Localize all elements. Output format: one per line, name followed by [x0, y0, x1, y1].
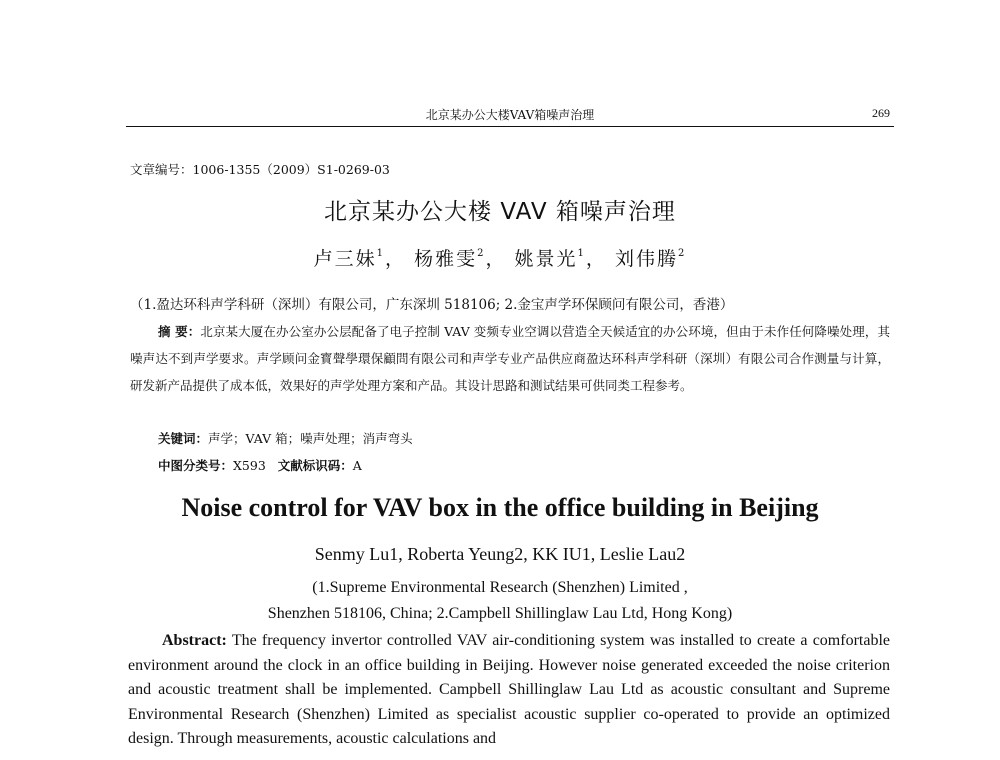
keywords-label: 关键词： [158, 431, 209, 446]
chinese-authors [0, 244, 1000, 271]
chinese-abstract-text: 北京某大厦在办公室办公层配备了电子控制 VAV 变频专业空调以营造全天候适宜的办公环境，但由于未作任何降噪处理，其噪声达不到声学要求。声学顾问金寳聲學環保顧問有限公司和声学专业产品供应商盈达环科声学科研（深圳）有限公司合作测量与计算，研发新产品提供了成本低，效果好的声学处理方案和产品。其设计思路和测试结果可供同类工程参考。 [130, 324, 891, 393]
author-affiliation-mark: 1 [577, 248, 586, 259]
keywords-text: 声学；VAV 箱；噪声处理；消声弯头 [208, 431, 413, 446]
english-abstract [128, 629, 890, 752]
document-code-value: A [352, 458, 362, 473]
running-header [126, 104, 894, 127]
author-separator: ， [385, 248, 407, 270]
article-number-label: 文章编号： [130, 162, 193, 177]
chinese-affiliation: （1.盈达环科声学科研（深圳）有限公司，广东深圳 518106; 2.金宝声学环保顾问有限公司，香港） [130, 297, 734, 313]
author-name: 姚景光 [514, 248, 578, 270]
author-separator: ， [485, 248, 507, 270]
author-name: 杨雅雯 [414, 248, 478, 270]
chinese-abstract [130, 318, 890, 399]
english-title: Noise control for VAV box in the office building in Beijing [181, 493, 819, 522]
english-affiliation-line-2: Shenzhen 518106, China; 2.Campbell Shillinglaw Lau Ltd, Hong Kong) [267, 605, 733, 622]
author-name: 卢三妹 [313, 248, 377, 270]
classification-line [158, 456, 362, 474]
classification-label: 中图分类号： [158, 458, 234, 473]
author-affiliation-mark: 1 [376, 248, 386, 259]
english-abstract-label: Abstract: [162, 632, 227, 649]
classification-value: X593 [233, 458, 266, 473]
article-number [130, 160, 390, 178]
article-number-value: 1006-1355（2009）S1-0269-03 [192, 162, 390, 177]
keywords-line [158, 429, 413, 447]
english-authors: Senmy Lu1, Roberta Yeung2, KK IU1, Leslie Lau2 [314, 544, 686, 564]
author-affiliation-mark: 2 [477, 248, 486, 259]
author-affiliation-mark: 2 [678, 248, 687, 259]
page-number: 269 [872, 106, 890, 120]
chinese-title: 北京某办公大楼 VAV 箱噪声治理 [324, 199, 676, 225]
chinese-abstract-label: 摘 要： [158, 324, 201, 339]
document-code-label: 文献标识码： [277, 458, 353, 473]
running-title: 北京某办公大楼VAV箱噪声治理 [425, 108, 595, 122]
author-separator: ， [585, 248, 607, 270]
author-name: 刘伟腾 [614, 248, 678, 270]
english-affiliation-line-1: (1.Supreme Environmental Research (Shenzhen) Limited , [312, 579, 688, 596]
english-abstract-text: The frequency invertor controlled VAV air-conditioning system was installed to create a comfortable environment around the clock in an office building in Beijing. However noise generated exceeded the noise criterion and acoustic treatment shall be implemented. Campbell Shillinglaw Lau Ltd as acoustic consultant and Supreme Environmental Research (Shenzhen) Limited as specialist acoustic supplier co-operated to provide an optimized design. Through measurements, acoustic calculations and [128, 632, 891, 747]
